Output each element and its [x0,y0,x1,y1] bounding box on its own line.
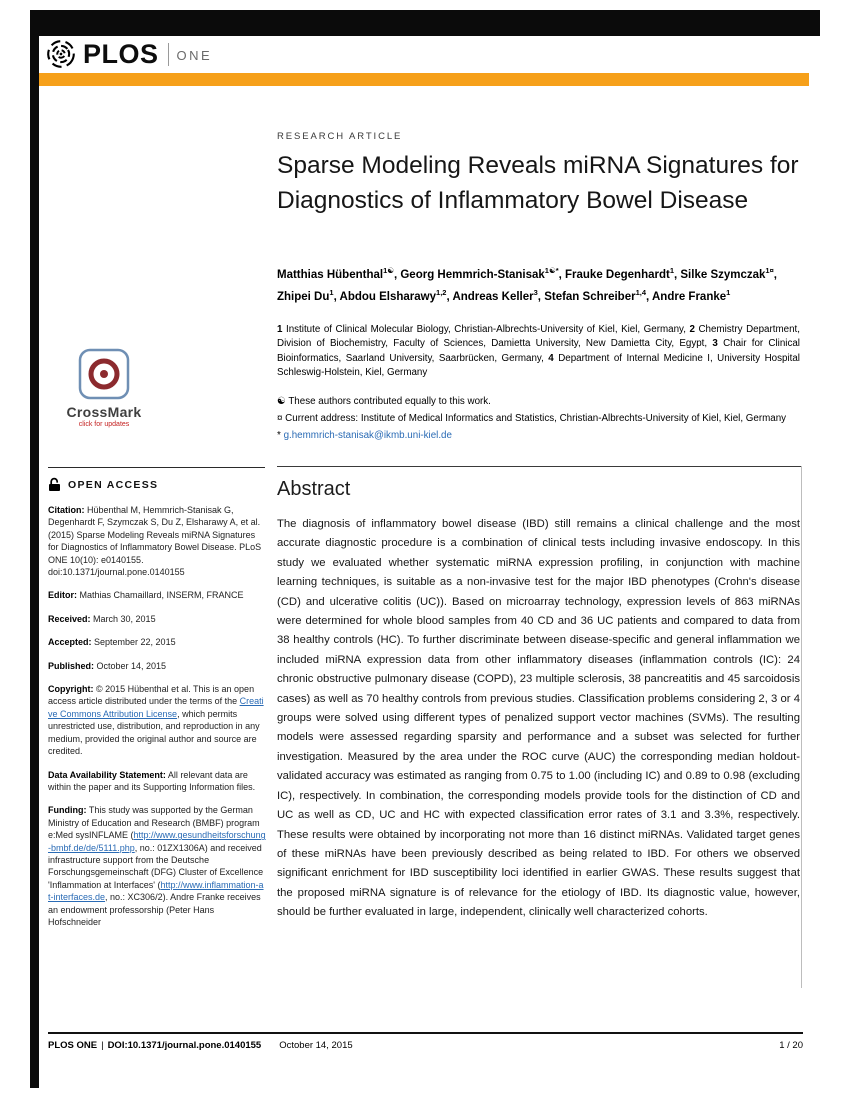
email-marker: * [277,429,281,441]
published-label: Published: [48,660,95,671]
equal-contribution-note: ☯ These authors contributed equally to this work. [277,396,491,407]
corresponding-email [277,429,800,443]
footer-citation [48,1040,353,1051]
page-number: 1 / 20 [779,1040,803,1051]
funding-text-1: This study was supported by the German Ministry of Education and Research (BMBF) program e:Med sysINFLAME ( [48,805,260,841]
author: Andreas Keller$^3$ , [452,291,544,303]
author: Andre Franke$^1$ [652,287,731,303]
accepted-label: Accepted: [48,637,92,648]
data-availability-text: All relevant data are within the paper and its Supporting Information files. [48,769,256,792]
data-availability-note [48,769,266,794]
open-access-badge [48,477,158,492]
author: Zhipei Du$^1$ , [277,291,340,303]
copyright-label: Copyright: [48,684,94,695]
footer-doi: DOI:10.1371/journal.pone.0140155 [107,1040,262,1051]
received-text: March 30, 2015 [90,613,156,624]
affiliation: 1 Institute of Clinical Molecular Biology, Christian-Albrechts-University of Kiel, Kiel, Germany, [277,324,686,335]
sidebar-metadata [48,504,266,939]
funding-text-3: , no.: XC306/2). Andre Franke receives an endowment professorship (Peter Hans Hofschneider [48,892,261,927]
funding-note [48,804,266,928]
current-address-note: ¤ Current address: Institute of Medical Informatics and Statistics, Christian-Albrechts-University of Kiel, Kiel, Germany [277,412,787,424]
copyright-note [48,683,266,757]
article-title: Sparse Modeling Reveals miRNA Signatures for Diagnostics of Inflammatory Bowel Disease [277,152,799,214]
email-link[interactable]: g.hemmrich-stanisak@ikmb.uni-kiel.de [283,429,452,441]
author-notes [277,395,800,445]
copyright-text-after: , which permits unrestricted use, distribution, and reproduction in any medium, provided the original author and source are credited. [48,708,260,757]
funding-text-2: , no.: 01ZX1306A) and received infrastructure support from the Deutsche Forschungsgemeinschaft (DFG) Cluster of Excellence 'Inflammation at Interfaces' ( [48,842,264,890]
sidebar-divider [48,467,265,468]
affiliation-list [277,323,800,380]
open-lock-icon [48,477,61,492]
footer-journal: PLOS ONE [48,1040,98,1051]
crossmark-label: CrossMark [66,404,142,420]
abstract-heading: Abstract [277,478,351,500]
author: Stefan Schreiber$^{1,4}$ , [544,291,652,303]
editor-note [48,589,266,601]
editor-label: Editor: [48,590,77,601]
author-list [277,262,800,306]
author: Silke Szymczak$^{1¤}$ , [680,269,777,281]
editor-text: Mathias Chamaillard, INSERM, FRANCE [77,590,244,601]
accent-bar [39,73,809,86]
plos-logo [46,37,212,71]
author: Georg Hemmrich-Stanisak$^{1☯*}$ , [400,269,565,281]
abstract-text: The diagnosis of inflammatory bowel disease (IBD) still remains a clinical challenge and the most accurate diagnostic procedure is a combination of clinical tests including invasive endoscopy. In this study we evaluated whether systematic miRNA expression profiling, in conjunction with machine learning techniques, is suitable as a non-invasive test for the major IBD phenotypes (Crohn's disease (CD) and ulcerative colitis (UC)). Based on microarray technology, expression levels of 863 miRNAs were determined for whole blood samples from 40 CD and 36 UC patients and compared to data from 38 healthy controls (HC). To further discriminate between disease-specific and general inflammation we included miRNA expression data from other inflammatory diseases (inflammation controls (IC): 24 chronic obstructive pulmonary disease (COPD), 23 multiple sclerosis, 38 pancreatitis and 45 sarcoidosis cases) as well as 70 healthy controls from previous studies. Classification problems considering 2, 3 or 4 groups were solved using different types of penalized support vector machines (SVMs). The resulting models were assessed regarding sparsity and performance and a subset was selected for further investigation. Measured by the area under the ROC curve (AUC) the corresponding median holdout-validated accuracy was estimated as ranging from 0.75 to 1.00 (including IC) and 0.89 to 0.98 (excluding IC), respectively. In combination, the corresponding models provide tools for the distinction of CD and UC as well as CD, UC and HC with expected classification error rates of 3.1 and 3.3%, respectively. These results were obtained by incorporating not more than 16 distinct miRNAs. Validated target genes of these miRNAs have been previously described as being related to IBD. For others we observed significant enrichment for IBD susceptibility loci identified in earlier GWAS. These results suggest that the proposed miRNA signature is of relevance for the etiology of IBD. Its diagnostic value, however, should be further evaluated in large, independent, clinically well characterized cohorts. [277,518,800,919]
funding-link-1[interactable]: http://www.gesundheitsforschung-bmbf.de/de/5111.php [48,830,266,853]
scan-border-left [30,10,39,1088]
affiliation: 3 Chair for Clinical Bioinformatics, Saarland University, Saarbrücken, Germany, [277,338,800,364]
funding-label: Funding: [48,805,87,816]
accepted-text: September 22, 2015 [91,637,176,648]
plos-wordmark: PLOS [83,38,159,69]
data-availability-label: Data Availability Statement: [48,769,166,780]
citation-label: Citation: [48,505,85,515]
published-note [48,660,266,672]
copyright-text: © 2015 Hübenthal et al. This is an open access article distributed under the terms of the [48,684,255,707]
affiliation: 4 Department of Internal Medicine I, University Hospital Schleswig-Holstein, Kiel, Germany [277,352,800,378]
footer-separator: | [101,1040,104,1051]
abstract-right-rule [801,466,802,988]
scan-border-top [30,10,820,36]
edition-wordmark: ONE [176,48,213,63]
received-label: Received: [48,613,91,624]
open-access-label: OPEN ACCESS [68,478,159,491]
footer-divider [48,1032,803,1034]
affiliation: 2 Chemistry Department, Division of Biochemistry, Faculty of Sciences, Damietta University, New Damietta City, Egypt, [277,324,800,350]
cc-license-link[interactable]: Creative Commons Attribution License [48,696,264,719]
crossmark-badge[interactable] [46,348,162,428]
author: Abdou Elsharawy$^{1,2}$ , [340,291,453,303]
author: Matthias Hübenthal$^{1☯}$ , [277,269,400,281]
footer-date: October 14, 2015 [279,1040,353,1051]
accepted-note [48,636,266,648]
citation-note [48,504,266,578]
citation-text: Hübenthal M, Hemmrich-Stanisak G, Degenhardt F, Szymczak S, Du Z, Elsharawy A, et al. (2015) Sparse Modeling Reveals miRNA Signatures for Diagnostics of Inflammatory Bowel Disease. PLoS ONE 10(10): e0140155. doi:10.1371/journal.pone.0140155 [48,505,262,578]
author: Frauke Degenhardt$^1$ , [565,269,680,281]
received-note [48,613,266,625]
crossmark-tagline: click for updates [78,421,130,428]
footer [48,1040,803,1051]
article-type-label: RESEARCH ARTICLE [277,131,403,142]
published-text: October 14, 2015 [94,660,167,671]
crossmark-icon [78,348,130,400]
logo-divider [168,43,169,66]
plos-globe-icon [46,39,76,69]
funding-link-2[interactable]: http://www.inflammation-at-interfaces.de [48,879,264,903]
abstract-top-divider [277,466,801,467]
